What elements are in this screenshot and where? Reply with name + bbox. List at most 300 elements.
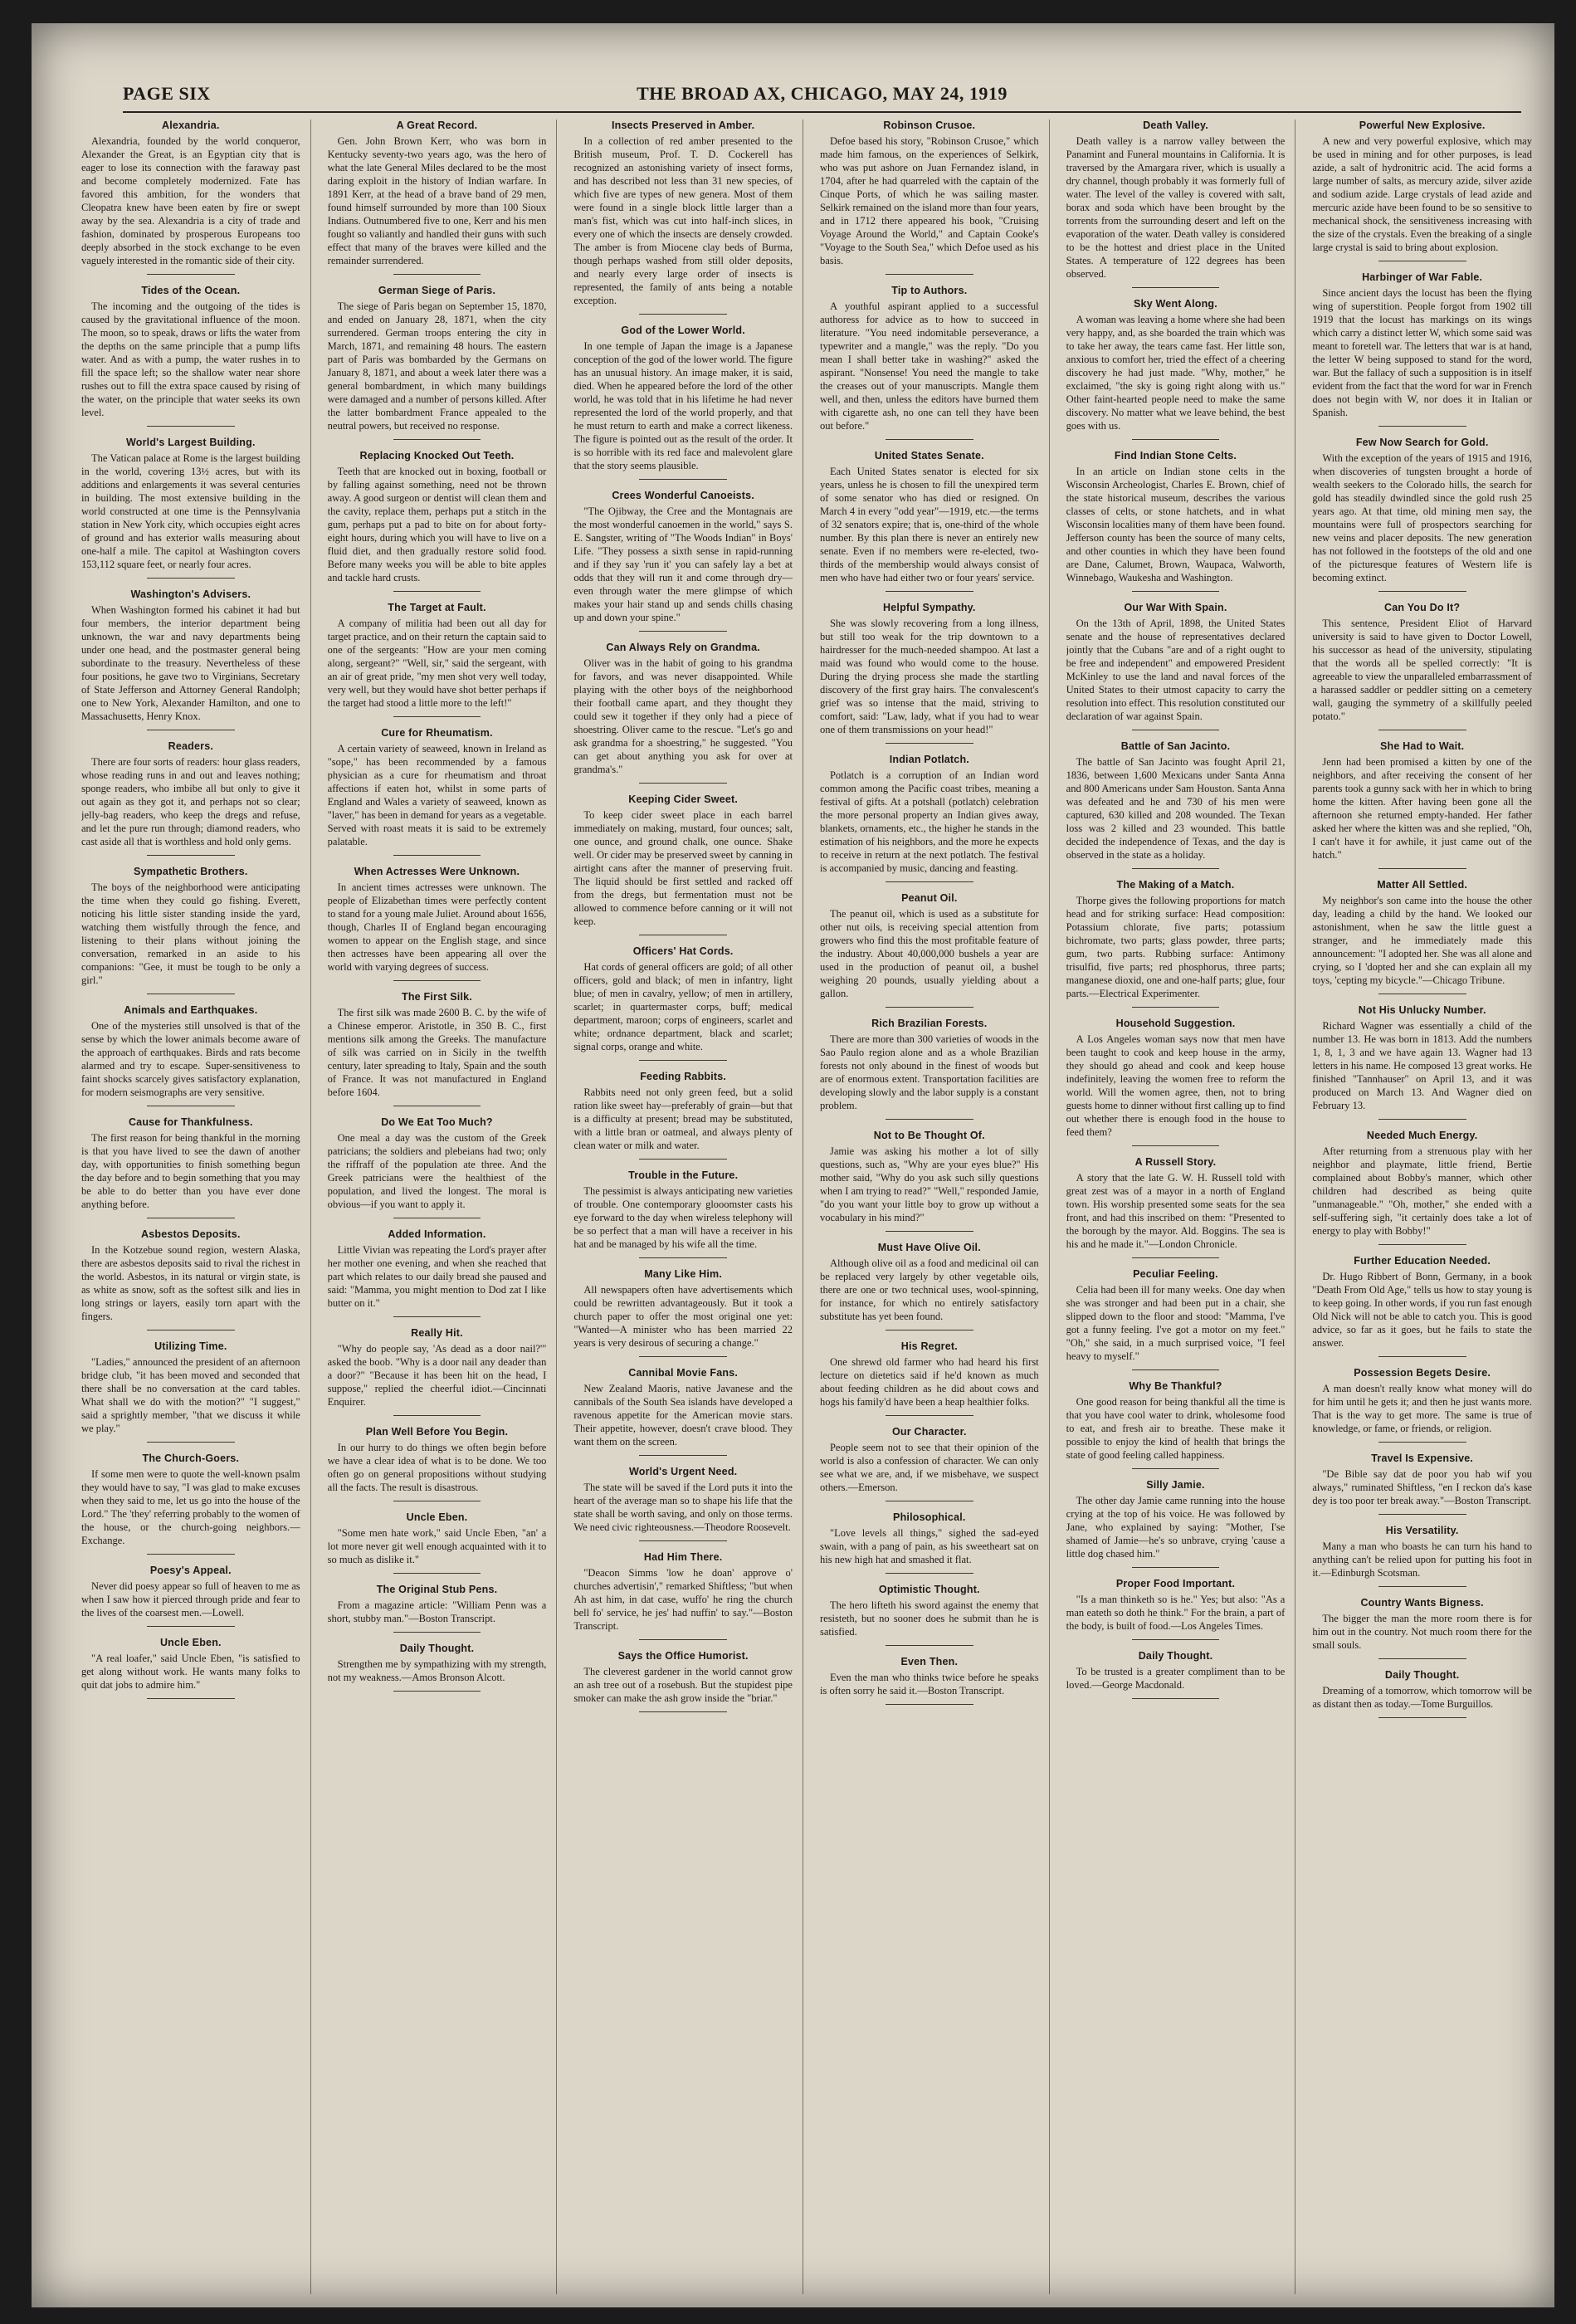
article [820,1130,1039,1232]
article-body: After returning from a strenuous play with her neighbor and playmate, little friend, Bertie complained about Bobby's manner, which other children had described as being quite "unmanageable." "Oh, mother," she ended with a self-suffering sigh, "it certainly does take a lot of energy to play with Bobby!" [1312,1145,1532,1237]
article-headline: Battle of San Jacinto. [1120,740,1231,752]
article-headline: Death Valley. [1143,120,1208,131]
article-body: The Vatican palace at Rome is the largest building in the world, covering 13½ acres, but with its additions and enlargements it was several centuries in building. The most extensive building in the world constructed at one time is the Pennsylvania station in New York city, which occupies eight acres of ground and has exterior walls measuring about one-half a mile. The capitol at Washington covers 153,112 square feet, or nearly four acres. [81,452,300,570]
article-divider [393,274,481,275]
article [1066,298,1286,440]
article [328,1116,547,1218]
article-headline: Can Always Rely on Grandma. [606,642,760,653]
article-body: "The Ojibway, the Cree and the Montagnais are the most wonderful canoemen in the world," says S. E. Sangster, writing of "The Woods Indian" in Boys' Life. "They possess a sixth sense in rapid-running and if they say 'run it' you can safely lay a bet at odds that they will run it and come through dry—even through water the mere glimpse of which makes your hair stand up and sends chills chasing up and down your spine." [573,505,793,623]
article [573,1466,793,1541]
article-divider [147,1626,234,1627]
article [81,1116,300,1218]
newspaper-page [32,23,1554,2307]
article [1066,1018,1286,1146]
article-body: A certain variety of seaweed, known in Ireland as "sope," has been recommended by a famous physician as a cure for rheumatism and throat affections if eaten hot, whilst in some parts of England and Wales a variety of seaweed, known as "laver," has been in demand for years as a vegetable. Served with roast meats it is said to be extremely palatable. [327,743,547,847]
article-divider [886,743,973,744]
article-body: My neighbor's son came into the house the other day, leading a child by the hand. We looked our astonishment, when he saw the little guest a stranger, and he immediately made this announcement: "I adopted her. She was all alone and crying, so I 'dopted her and she can explain all my toys, 'cepting my bicycle."—Chicago Tribune. [1312,895,1532,986]
article-headline: Philosophical. [893,1511,966,1523]
article [573,325,793,480]
column-3 [573,120,803,2294]
article-headline: Asbestos Deposits. [141,1228,241,1240]
article-body: One shrewd old farmer who had heard his first lecture on dietetics said if he'd known as much about feeding children as he did about cows and hogs his family'd have been a heap healthier folks. [819,1356,1039,1408]
article-divider [886,1645,973,1646]
article-headline: Really Hit. [411,1327,463,1339]
article-divider [639,1639,726,1640]
article [81,740,300,856]
article-headline: Trouble in the Future. [628,1169,739,1181]
article-headline: Further Education Needed. [1354,1255,1491,1267]
article-body: The first reason for being thankful in the morning is that you have lived to see the dawn of another day, with opportunities to finish something begun the day before and to begin something that you may be able to do better than you have ever done anything before. [81,1132,300,1210]
article-headline: Indian Potlatch. [889,754,969,765]
article [1312,1525,1532,1587]
article-body: One good reason for being thankful all the time is that you have cool water to drink, wholesome food to eat, and fresh air to breathe. These make it possible to enjoy the kind of health that brings the state of good feeling called happiness. [1066,1396,1286,1461]
article [573,1268,793,1357]
article-headline: Not to Be Thought Of. [873,1130,985,1141]
article-headline: A Russell Story. [1134,1156,1217,1168]
article-divider [393,1573,481,1574]
article [328,1584,547,1633]
article-headline: Officers' Hat Cords. [632,945,734,957]
article-headline: Sky Went Along. [1134,298,1217,310]
article-body: Strengthen me by sympathizing with my strength, not my weakness.—Amos Bronson Alcott. [327,1658,547,1683]
article-headline: Possession Begets Desire. [1354,1367,1491,1379]
article-divider [639,1060,726,1061]
article-divider [393,439,481,440]
article [81,1004,300,1106]
article-headline: The Original Stub Pens. [376,1584,498,1595]
article-headline: His Versatility. [1385,1525,1459,1536]
article [1312,120,1532,261]
column-2 [328,120,558,2294]
article-columns [81,120,1542,2294]
article-divider [886,1119,973,1120]
article-headline: Peculiar Feeling. [1133,1268,1218,1280]
newspaper-title: THE BROAD AX, CHICAGO, MAY 24, 1919 [637,83,1008,104]
article-divider [886,1573,973,1574]
article-body: The peanut oil, which is used as a substitute for other nut oils, is receiving special attention from growers who find this the most profitable feature of the industry. About 40,000,000 bushels a year are used in the production of peanut oil, a bushel weighing 20 pounds, usually yielding about a gallon. [819,908,1039,999]
article [573,945,793,1061]
article-headline: Robinson Crusoe. [883,120,976,131]
article-headline: His Regret. [900,1340,958,1352]
article-headline: Can You Do It? [1384,602,1461,613]
article-divider [393,1632,481,1633]
article-body: Potlatch is a corruption of an Indian word common among the Pacific coast tribes, meaning a festival of gifts. At a potshall (potlatch) celebration the more personal property an Indian gives away, blankets, ornaments, etc., the higher he stands in the estimation of his neighbors, and the more he expects to receive in return at the next potlatch. The festival is accompanied by music, dancing and feasting. [819,769,1039,874]
article-headline: Sympathetic Brothers. [134,866,248,877]
article [1312,1452,1532,1515]
article-divider [639,1257,726,1258]
article-divider [1378,591,1466,592]
article-divider [1132,1007,1219,1008]
article-body: Dr. Hugo Ribbert of Bonn, Germany, in a book "Death From Old Age," tells us how to stay young is to keep going. In other words, if you run fast enough Old Nick will not be able to catch you. This is good advice, so far as it goes, but he fails to state the answer. [1312,1271,1532,1349]
article-divider [1132,1639,1219,1640]
article-divider [147,578,234,579]
article-body: Rabbits need not only green feed, but a solid ration like sweet hay—preferably of grain—but that is a difficulty at present; bread may be substituted, with a little bran or oatmeal, and always plenty of clean water or milk and water. [573,1086,793,1151]
article-headline: Helpful Sympathy. [883,602,976,613]
article-headline: Alexandria. [162,120,220,131]
article-divider [1378,1119,1466,1120]
article-body: Thorpe gives the following proportions for match head and for striking surface: Head composition: Potassium chlorate, five parts; potassium bichromate, two parts; glass powder, three parts; gum, two parts. Rubbing surface: Antimony trisulfid, five parts; red phosphorus, three parts; manganese dioxid, one and one-half parts; glue, four parts.—Electrical Experimenter. [1066,895,1286,999]
article-headline: Many Like Him. [644,1268,723,1280]
article [820,1018,1039,1120]
article-body: "Some men hate work," said Uncle Eben, "an' a lot more never git well enough acquainted with it to so much as dislike it." [327,1527,547,1565]
article-headline: World's Urgent Need. [628,1466,738,1477]
article-divider [1378,426,1466,427]
article-divider [147,1698,234,1699]
article-divider [1132,439,1219,440]
article-divider [1378,1658,1466,1659]
article-divider [393,1691,481,1692]
article [1066,1268,1286,1370]
article [81,1452,300,1555]
article [1312,1669,1532,1718]
article-body: A woman was leaving a home where she had been very happy, and, as she boarded the train which was to take her away, the tears came fast. Her little son, anxious to comfort her, tried the effect of a cheering discovery he had just made. "Why, mother," he exclaimed, "the sky is going right along with us." Other faint-hearted people need to make the same discovery. No matter what we leave behind, the best goes with us. [1066,314,1286,432]
article-headline: The Target at Fault. [388,602,486,613]
article-divider [393,980,481,981]
article-headline: When Actresses Were Unknown. [354,866,520,877]
article-body: Little Vivian was repeating the Lord's prayer after her mother one evening, and when she reached that part which relates to our daily bread she paused and said: "Mamma, you might mention to Dod zat I like butter on it." [327,1244,547,1309]
article-body: There are four sorts of readers: hour glass readers, whose reading runs in and out and leaves nothing; sponge readers, who imbibe all but only to give it out again as they got it, and perhaps not so clear; jelly-bag readers, who keep the dregs and refuse, and let the pure run through; diamond readers, who cast aside all that is worthless and hold only gems. [81,756,300,847]
article [1312,602,1532,730]
article-headline: Matter All Settled. [1377,879,1468,891]
article-body: "Deacon Simms 'low he doan' approve o' churches advertisin'," remarked Shiftless; "but when Ah ast him, in dat case, wuffo' he ring the church bell fo' service, he jes' had nuffin' to say."—Boston Transcript. [573,1567,793,1632]
article-headline: Readers. [168,740,214,752]
article-divider [393,591,481,592]
article-headline: Do We Eat Too Much? [381,1116,493,1128]
article-divider [393,1316,481,1317]
article [1312,1004,1532,1120]
article-headline: Harbinger of War Fable. [1362,271,1483,283]
article [820,754,1039,882]
article-body: Defoe based his story, "Robinson Crusoe," which made him famous, on the experiences of Selkirk, who was put ashore on Juan Fernandez island, in 1704, after he had quarreled with the captain of the Cinque Ports, of which he was sailing master. Selkirk remained on the island more than four years, and in 1712 there appeared his book, "Cruising Voyage Around the World," and Captain Cooke's "Voyage to the South Sea," which Defoe used as his basis. [819,135,1039,266]
article [1066,1578,1286,1640]
article-divider [886,881,973,882]
article-body: A Los Angeles woman says now that men have been taught to cook and keep house in the army, they should go ahead and cook and keep house indefinitely, leaving the women free to reform the world. Will the women agree, then, not to bring guests home to dinner without first calling up to find out whether there is enough food in the house to feed them? [1066,1033,1286,1138]
article-headline: Animals and Earthquakes. [124,1004,258,1016]
article-body: With the exception of the years of 1915 and 1916, when discoveries of tungsten brought a horde of wealth seekers to the Colorado hills, the search for gold has steadily dwindled since the gold rush 25 years ago. At that time, old mining men say, the mountains were full of prospectors searching for new veins and placer deposits. The new generation has not followed in the footsteps of the old and one of the picturesque features of Western life is becoming extinct. [1312,452,1532,583]
article [820,1656,1039,1705]
article-divider [1132,287,1219,288]
article-headline: Insects Preserved in Amber. [611,120,755,131]
article-body: Death valley is a narrow valley between the Panamint and Funeral mountains in California. It is traversed by the Amargara river, which is usually a dry channel, though probably it was formerly full of water. The level of the valley is covered with salt, borax and soda which have been brought by the torrents from the surrounding desert and left on the evaporation of the water. Death valley is considered to be the hottest and driest place in the United States. A temperature of 122 degrees has been observed. [1066,135,1286,280]
article [81,120,300,275]
article-body: Jenn had been promised a kitten by one of the neighbors, and after receiving the consent of her parents took a gunny sack with her in which to bring home the kitten. After having been gone all the afternoon she returned empty-handed. Her father asked her where the kitten was and she replied, "Oh, I can't have it for awhile, it just came out of the hatch." [1312,756,1532,861]
article-headline: Tides of the Ocean. [141,285,241,296]
article-divider [886,591,973,592]
article-headline: Plan Well Before You Begin. [365,1426,509,1438]
article-divider [639,631,726,632]
article-body: "Love levels all things," sighed the sad-eyed swain, with a pang of pain, as his sweetheart sat on his new high hat and smashed it flat. [819,1527,1039,1565]
article-headline: Optimistic Thought. [878,1584,980,1595]
article-body: If some men were to quote the well-known psalm they would have to say, "I was glad to make excuses when they said to me, let us go into the house of the Lord." The 'they' referring probably to the women of the house, or the church-going neighbors.—Exchange. [81,1468,300,1546]
article-body: She was slowly recovering from a long illness, but still too weak for the trip downtown to a hairdresser for the much-needed shampoo. At last a maid was found who would come to the house. During the drying process she made the startling discovery of the first gray hairs. The convalescent's grief was so intense that the maid, striving to comfort, said: "Law, lady, what if you had to wear one of them transmissions on your head!" [819,618,1039,735]
article-divider [639,1159,726,1160]
column-1 [81,120,311,2294]
article-headline: Rich Brazilian Forests. [871,1018,988,1029]
article-divider [886,1415,973,1416]
article [573,1650,793,1712]
article-headline: Says the Office Humorist. [617,1650,749,1662]
article [820,892,1039,1008]
article-divider [147,1554,234,1555]
article-divider [393,716,481,717]
article-body: The cleverest gardener in the world cannot grow an ash tree out of a rosebush. But the stupidest pipe smoker can make the ash grow inside the "briar." [573,1666,793,1704]
article [1312,1367,1532,1443]
column-4 [820,120,1050,2294]
article-divider [639,1356,726,1357]
article [1312,437,1532,592]
article-headline: Added Information. [388,1228,486,1240]
article [81,1340,300,1443]
article-headline: Proper Food Important. [1115,1578,1236,1589]
article [1066,1156,1286,1258]
article-headline: The First Silk. [402,991,472,1003]
article-body: A new and very powerful explosive, which may be used in mining and for other purposes, is lead azide, a salt of hydronitric acid. The acid forms a large number of salts, as mercury azide, silver azide and sodium azide. Large crystals of lead azide and mercuric azide have been found to be so sensitive to mechanical shock, the sensitiveness increasing with the size of the crystals. Even the breaking of a single large crystal is said to bring about explosion. [1312,135,1532,253]
article-headline: Utilizing Time. [154,1340,227,1352]
article [820,1584,1039,1646]
article-body: Hat cords of general officers are gold; of all other officers, gold and black; of men in infantry, light blue; of men in cavalry, yellow; of men in artillery, scarlet; in quartermaster corps, buff; medical department, maroon; corps of engineers, scarlet and white; ordnance department, black and scarlet; signal corps, orange and white. [573,961,793,1052]
article-body: "Is a man thinketh so is he." Yes; but also: "As a man eateth so doth he think." For the brain, a part of the body, is built of food.—Los Angeles Times. [1066,1594,1286,1632]
article-headline: Cannibal Movie Fans. [628,1367,739,1379]
article-divider [1378,1442,1466,1443]
article-body: All newspapers often have advertisements which could be rewritten advantageously. But it took a church paper to offer the most original one yet: "Wanted—A minister who has been married 22 years is very desirous of securing a change." [573,1284,793,1349]
article-headline: Needed Much Energy. [1366,1130,1478,1141]
article-headline: Had Him There. [643,1551,723,1563]
article-divider [1132,591,1219,592]
article-headline: Washington's Advisers. [130,588,251,600]
article [328,120,547,275]
article-headline: Travel Is Expensive. [1371,1452,1474,1464]
article-divider [1378,1514,1466,1515]
article-body: Celia had been ill for many weeks. One day when she was stronger and had been put in a chair, she slipped down to the floor and stood: "Mamma, I've got a funny feeling. I've got a motor on my feet." "Oh," she said, in a much surprised voice, "I feel heavy to myself." [1066,1284,1286,1362]
article [81,437,300,579]
article-body: To be trusted is a greater compliment than to be loved.—George Macdonald. [1066,1666,1286,1691]
article-headline: Find Indian Stone Celts. [1114,450,1237,461]
article-headline: Country Wants Bigness. [1360,1597,1484,1609]
article-body: The pessimist is always anticipating new varieties of trouble. One contemporary glooomster casts his eye forward to the day when wireless telephony will be so perfect that a man will have a receiver in his hat and be managed by his wife all the time. [573,1185,793,1250]
article-divider [1132,1468,1219,1469]
article-headline: Not His Unlucky Number. [1358,1004,1486,1016]
article-body: "De Bible say dat de poor you hab wif you always," ruminated Shiftless, "en I reckon da's kase dey is too poor ter break away."—Boston Transcript. [1312,1468,1532,1506]
article-divider [886,1007,973,1008]
article [1066,879,1286,1008]
article-divider [1132,1567,1219,1568]
article [328,1426,547,1501]
article-divider [886,1231,973,1232]
article-divider [1378,1586,1466,1587]
article [573,1071,793,1160]
article [820,1242,1039,1330]
article [1066,1650,1286,1699]
article-headline: United States Senate. [874,450,984,461]
article-divider [1132,1257,1219,1258]
article [81,1637,300,1699]
article-headline: Feeding Rabbits. [640,1071,727,1082]
article-body: The state will be saved if the Lord puts it into the heart of the average man so to shape his life that the state shall be worth saving, and only on those terms. We need civic righteousness.—Theodore Roosevelt. [573,1482,793,1533]
article [81,1565,300,1627]
article-headline: German Siege of Paris. [378,285,496,296]
article-divider [639,1711,726,1712]
article-body: "Ladies," announced the president of an afternoon bridge club, "it has been moved and seconded that there shall be no conversation at the card tables. What shall we do with the motion?" "I suggest," said a sprightly member, "that we discuss it while we play." [81,1356,300,1434]
article [573,1551,793,1640]
article-headline: Peanut Oil. [901,892,958,904]
article-divider [1378,1717,1466,1718]
article-divider [639,783,726,784]
article [81,866,300,994]
article-headline: Uncle Eben. [406,1511,468,1523]
article-body: The siege of Paris began on September 15, 1870, and ended on January 28, 1871, when the city surrendered. German troops entering the city in March, 1871, and remaining 48 hours. The eastern part of Paris was bombarded by the Germans on January 8, 1871, and about a week later there was a general bombardment, in which many buildings were damaged and a number of persons killed. After the latter bombardment France appealed to the neutral powers, but received no response. [327,300,547,432]
article [1312,271,1532,427]
article [81,588,300,730]
article [820,120,1039,275]
article-body: Since ancient days the locust has been the flying wing of superstition. People forgot from 1902 till 1919 that the locust has markings on its wings which carry a distinct letter W, which some said was meant to foretell war. The letters that war is at hand, the letter W being supposed to stand for the word, war. But the fallacy of such a supposition is in itself evident from the fact that the word for war in French does not begin with W, nor does it in Italian or Spanish. [1312,287,1532,418]
article [1312,740,1532,869]
article-headline: Cause for Thankfulness. [128,1116,253,1128]
article-headline: Daily Thought. [1138,1650,1213,1662]
article-body: On the 13th of April, 1898, the United States senate and the house of representatives declared jointly that the Cubans "are and of a right ought to be free and independent" and empowered President McKinley to use the land and naval forces of the United States to their utmost capacity to carry the resolution into effect. This resolution constituted our declaration of war against Spain. [1066,618,1286,722]
article-body: The other day Jamie came running into the house crying at the top of his voice. He was followed by Jane, who explained by saying: "Mother, I'se shamed of Jamie—he's so unbrave, crying 'cause a little dog chased him." [1066,1495,1286,1560]
page-label: PAGE SIX [123,83,211,104]
article-body: The first silk was made 2600 B. C. by the wife of a Chinese emperor. Aristotle, in 350 B. C., first mentions silk among the Greeks. The manufacture of silk was carried on in Sicily in the twelfth century, later spreading to Italy, Spain and the south of France. It was not manufactured in England before 1604. [327,1007,547,1098]
article [328,1228,547,1317]
article [328,866,547,981]
column-6 [1312,120,1542,2294]
article-body: Never did poesy appear so full of heaven to me as when I saw how it pierced through pride and fear to the lives of the coarsest men.—Lowell. [81,1580,300,1618]
article-body: Dreaming of a tomorrow, which tomorrow will be as distant then as today.—Tome Burguillos. [1312,1685,1532,1710]
article [573,490,793,632]
article-divider [639,1455,726,1456]
article-body: The incoming and the outgoing of the tides is caused by the gravitational influence of the moon. The moon, so to speak, draws or lifts the water from the depths on the same principle that a pump lifts water. And as with a pump, the water rushes in to fill the space left; so the shallow water near shore rushes out to fill the extra space caused by rising of the water, on the principle that water seeks its own level. [81,300,300,418]
article-headline: She Had to Wait. [1379,740,1465,752]
article-headline: Uncle Eben. [159,1637,222,1648]
article-body: Although olive oil as a food and medicinal oil can be replaced very largely by other vegetable oils, there are one or two technical uses, wool-spinning, for instance, for which no entirely satisfactory substitute has yet been found. [819,1257,1039,1322]
article-body: There are more than 300 varieties of woods in the Sao Paulo region alone and as a whole Brazilian forests not only abound in the finest of woods but are of enormous extent. Transportation facilities are developing slowly and the labor supply is a constant problem. [819,1033,1039,1111]
article-body: In ancient times actresses were unknown. The people of Elizabethan times were perfectly content to stand for a young male Juliet. Around about 1656, though, Charles II of England began encouraging women to appear on the English stage, and since then actresses have been appearing all over the world with varying degrees of success. [327,881,547,973]
article [820,602,1039,744]
article [1066,450,1286,592]
column-5 [1066,120,1296,2294]
article [820,1426,1039,1501]
article [820,450,1039,592]
article [820,1340,1039,1416]
article-body: Teeth that are knocked out in boxing, football or by falling against something, need not be thrown away. A good surgeon or dentist will clean them and the cavity, replace them, perhaps put a stitch in the gum, perhaps put a pad to bite on for about forty-eight hours, during which you will have to live on a fluid diet, and then gradually restore solid food. Before many weeks you will be able to bite apples and tackle hard crusts. [327,466,547,583]
article-body: In one temple of Japan the image is a Japanese conception of the god of the lower world. The figure has an unusual history. An image maker, it is said, died. When he appeared before the lord of the other world, he was told that in his lifetime he had never represented the lord of the world properly, and that he must return to earth and make a correct likeness. The figure is pointed out as the result of the order. It is so horrible with its red face and malevolent glare that the story seems plausible. [573,340,793,471]
article-divider [886,439,973,440]
article [573,642,793,784]
article-body: "Why do people say, 'As dead as a door nail?'" asked the boob. "Why is a door nail any deader than a door?" "Because it has been hit on the head, I suppose," replied the cheerful idiot.—Cincinnati Enquirer. [327,1343,547,1408]
article-body: In a collection of red amber presented to the British museum, Prof. T. D. Cockerell has recognized an astonishing variety of insect forms, and has described not less than 31 new species, of which five are types of new genera. Most of them were found in a single block little larger than a man's fist, which was cut into half-inch slices, in every one of which the insects are densely crowded. The amber is from Miocene clay beds of Burma, though perhaps washed from still older deposits, and nearly every large order of insects is represented, the family of ants being a notable exception. [573,135,793,306]
article-body: A man doesn't really know what money will do for him until he gets it; and then he just wants more. That is the way to get more. The same is true of knowledge, or fame, or friends, or religion. [1312,1383,1532,1434]
article-divider [886,1704,973,1705]
article-body: In our hurry to do things we often begin before we have a clear idea of what is to be done. We too often go on general propositions without studying all the facts. The result is disastrous. [327,1442,547,1493]
article-headline: Why Be Thankful? [1129,1380,1222,1392]
article-headline: Keeping Cider Sweet. [628,793,739,805]
article [1312,879,1532,994]
article-body: Oliver was in the habit of going to his grandma for favors, and was never disappointed. While playing with the other boys of the neighborhood their football came apart, and they thought they could sew it together if they only had a piece of shoestring. Oliver came to the rescue. "Let's go and ask grandma for a shoestring," he suggested. "You can get about anything you ask for over at grandma's." [573,657,793,775]
article [1312,1130,1532,1245]
article-body: The hero lifteth his sword against the enemy that resisteth, but no sooner does he submit than he is satisfied. [819,1599,1039,1638]
article [1066,602,1286,730]
article-divider [639,479,726,480]
article [328,602,547,717]
article-headline: Cure for Rheumatism. [381,727,493,739]
article [1066,740,1286,869]
article-headline: Few Now Search for Gold. [1355,437,1489,448]
article-divider [1132,1698,1219,1699]
article-headline: Our War With Spain. [1124,602,1227,613]
article-headline: Silly Jamie. [1146,1479,1205,1491]
article-headline: Must Have Olive Oil. [877,1242,981,1253]
article-body: Many a man who boasts he can turn his hand to anything can't be relied upon for putting his foot in it.—Edinburgh Scotsman. [1312,1540,1532,1579]
article-divider [393,1415,481,1416]
article-headline: The Making of a Match. [1116,879,1235,891]
article-body: Even the man who thinks twice before he speaks is often sorry he said it.—Boston Transcript. [819,1672,1039,1697]
article-divider [639,1540,726,1541]
article-headline: The Church-Goers. [142,1452,240,1464]
article-divider [393,855,481,856]
article-divider [1378,1244,1466,1245]
article-body: When Washington formed his cabinet it had but four members, the interior department being unknown, the war and navy departments being under one head, and the postmaster general being subordinate to the treasury. Nevertheless of these four positions, he gave two to Virginians, Secretary of State Jefferson and Attorney General Randolph; one to New York, Alexander Hamilton, and one to Massachusetts, Henry Knox. [81,604,300,722]
article [573,120,793,315]
article [1066,1380,1286,1469]
article-divider [1132,1145,1219,1146]
article-body: To keep cider sweet place in each barrel immediately on making, mustard, four ounces; salt, one ounce, and ground chalk, one ounce. Shake well. Or cider may be preserved sweet by canning in airtight cans after the manner of preserving fruit. The liquid should be first settled and racked off from the dregs, but fermentation must not be allowed to commence before canning or it will not keep. [573,809,793,927]
article-divider [1132,868,1219,869]
article-divider [147,426,234,427]
article-headline: A Great Record. [396,120,478,131]
article-body: Alexandria, founded by the world conqueror, Alexander the Great, is an Egyptian city that is eager to lose its connection with the faraway past and become completely modernized. Fate has favored this ambition, for the wonders that Cleopatra knew have been eaten by fire or swept away by the sea. Alexandria is a city of trade and fashion, dominated by prosperous Europeans too deeply absorbed in the stock exchange to be even vaguely interested in the romantic side of their city. [81,135,300,266]
article [1066,120,1286,288]
article-divider [1378,1356,1466,1357]
article-body: Richard Wagner was essentially a child of the number 13. He was born in 1813. Add the numbers 1, 8, 1, 3 and we have again 13. Wagner had 13 letters in his name. He composed 13 great works. He finished "Tannhauser" on April 13, and it was produced on March 13. And Wagner died on February 13. [1312,1020,1532,1111]
article-body: A youthful aspirant applied to a successful authoress for advice as to how to succeed in literature. "You need indomitable perseverance, a typewriter and a mangle," was the reply. "Do you mean I shall better take in washing?" asked the aspirant. "Nonsense! You need the mangle to take the creases out of your manuscripts. Mangle them well, and then, unless the editors have burned them with cigarette ash, no one can tell they have been out before." [819,300,1039,432]
article [328,991,547,1106]
article-body: A story that the late G. W. H. Russell told with great zest was of a mayor in a north of England town. His worship presented some seats for the sea front, and had this inscribed on them: "Presented to the borough by the mayor. Ald. Boggins. The sea is his and he made it."—London Chronicle. [1066,1172,1286,1250]
article-divider [147,274,234,275]
article-body: "A real loafer," said Uncle Eben, "is satisfied to get along without work. He wants many folks to quit dat jobs to admire him." [81,1653,300,1691]
article-body: One meal a day was the custom of the Greek patricians; the soldiers and plebeians had two; only the riffraff of the population ate three. And the Greek patricians were the healthiest of the population, and lived the longest. The moral is obvious—if you want to apply it. [327,1132,547,1210]
article-divider [886,274,973,275]
article-headline: God of the Lower World. [621,325,745,336]
article [573,1367,793,1456]
article-body: Gen. John Brown Kerr, who was born in Kentucky seventy-two years ago, was the hero of what the late General Miles declared to be the most daring exploit in the history of Indian warfare. In 1891 Kerr, at the head of a brave band of 29 men, found himself surrounded by more than 100 Sioux Indians. Outnumbered five to one, Kerr and his men fought so valiantly and handled their guns with such effect that many of the braves were killed and the remainder surrendered. [327,135,547,266]
article [820,1511,1039,1574]
article-body: In the Kotzebue sound region, western Alaska, there are asbestos deposits said to rival the richest in the world. Asbestos, in its natural or virgin state, is as white as snow, soft as the softest silk and lies in long strings or layers, easily torn apart with the fingers. [81,1244,300,1322]
article-divider [147,855,234,856]
article-body: The battle of San Jacinto was fought April 21, 1836, between 1,600 Mexicans under Santa Anna and 800 Americans under Sam Houston. Santa Anna was defeated and he and 730 of his men were captured, 630 killed and 208 wounded. The Texan loss was 2 killed and 23 wounded. This battle decided the independence of Texas, and the day is observed in the state as a holiday. [1066,756,1286,861]
masthead [123,78,1521,113]
article-body: People seem not to see that their opinion of the world is also a confession of character. We can only see what we are, and, if we misbehave, we suspect others.—Emerson. [819,1442,1039,1493]
article-headline: Crees Wonderful Canoeists. [612,490,754,501]
article [81,1228,300,1330]
article-divider [147,1442,234,1443]
article [1066,1479,1286,1568]
article-headline: Even Then. [900,1656,959,1667]
article-headline: Daily Thought. [399,1643,475,1654]
article-headline: Daily Thought. [1384,1669,1460,1681]
article [328,450,547,592]
article-headline: World's Largest Building. [125,437,256,448]
article-headline: Poesy's Appeal. [149,1565,232,1576]
article-body: One of the mysteries still unsolved is that of the sense by which the lower animals become aware of the approach of earthquakes. Birds and rats become alarmed and try to escape. Super-sensitiveness to faint shocks scarcely gives satisfactory explanation, for modern seismographs are very sensitive. [81,1020,300,1098]
article-headline: Replacing Knocked Out Teeth. [359,450,515,461]
article [328,727,547,856]
article [328,1643,547,1692]
article [328,1511,547,1574]
article [328,1327,547,1416]
article-body: This sentence, President Eliot of Harvard university is said to have given to Doctor Lowell, his successor as head of the university, stipulating that the words all be spelled correctly: "It is agreeable to view the unparalleled embarrassment of a harassed saddler or peddler sitting on a cemetery wall, gauging the symmetry of a skillfully peeled potato." [1312,618,1532,722]
article-body: The boys of the neighborhood were anticipating the time when they could go fishing. Everett, noticing his little sister standing inside the yard, watching them wistfully through the fence, and listening to their plans without joining the conversation, remarked in an aside to his companions: "Gee, it must be tough to be only a girl." [81,881,300,986]
article-divider [1378,868,1466,869]
